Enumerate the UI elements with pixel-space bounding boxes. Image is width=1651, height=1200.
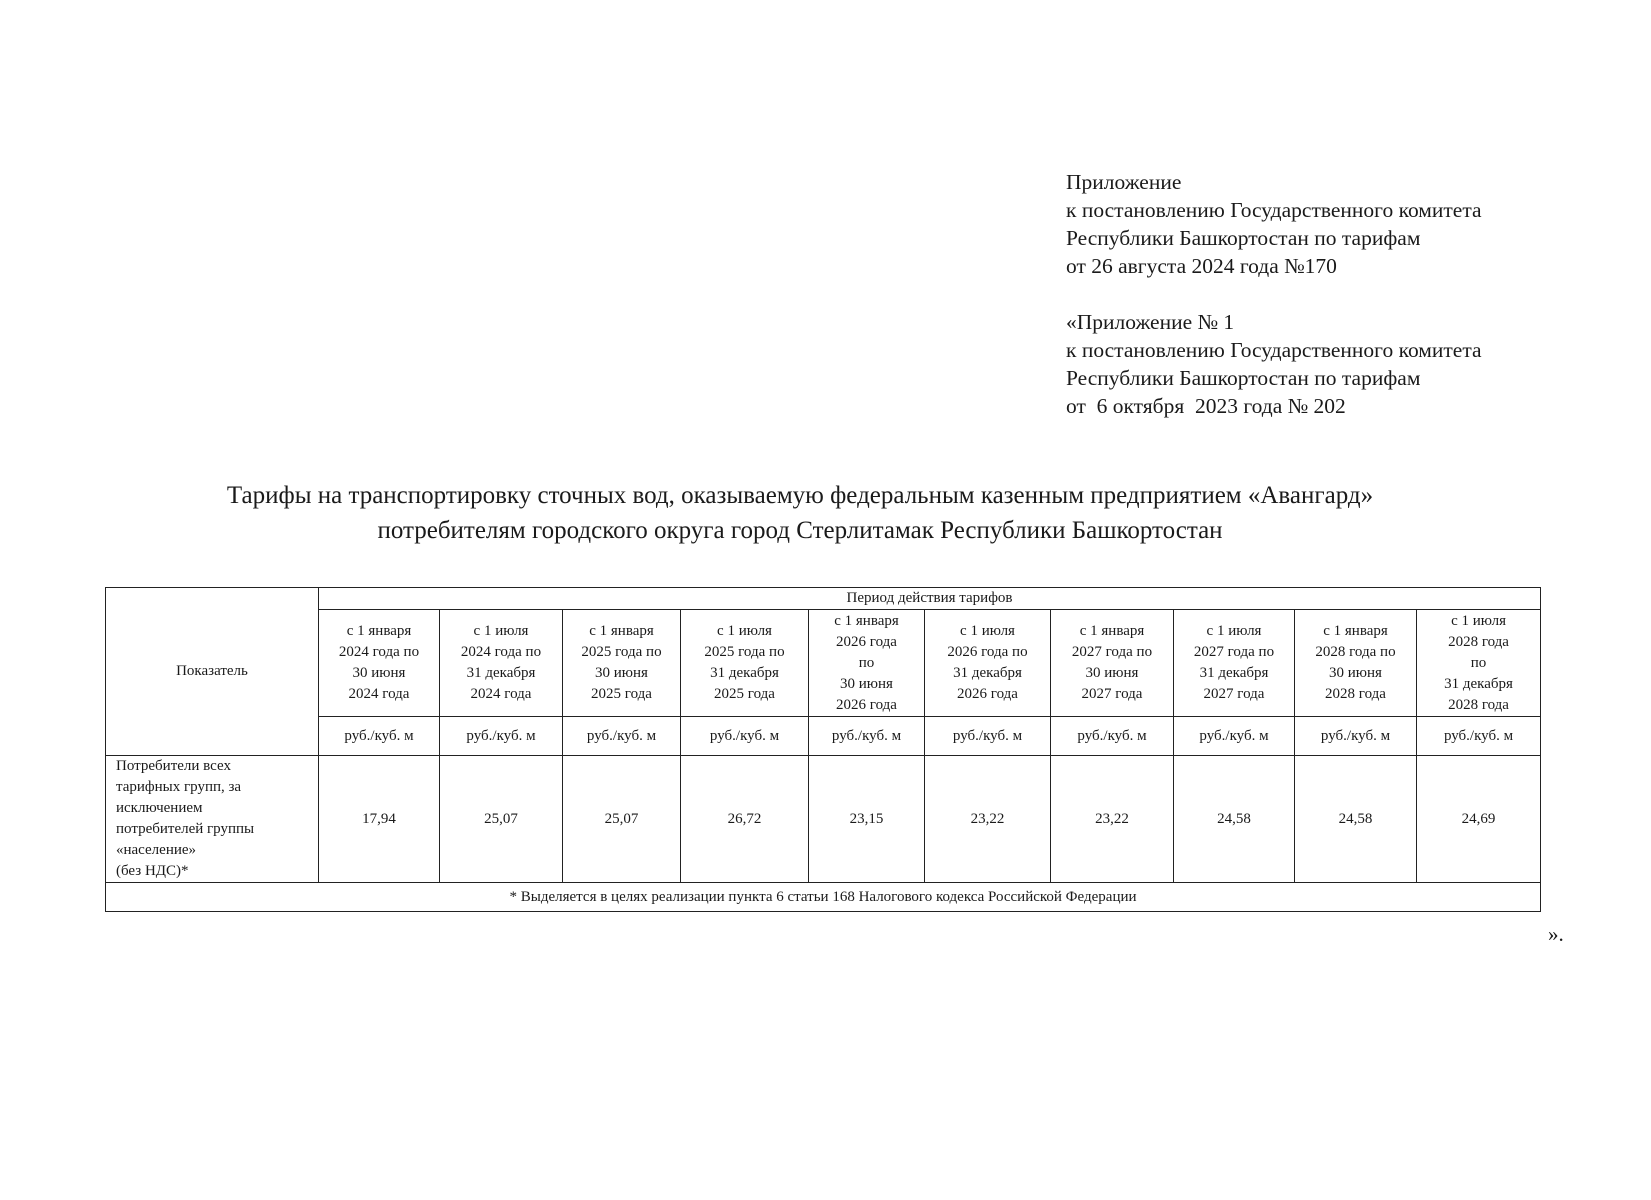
period-line: 2025 года по [581, 644, 662, 660]
tariff-value: 23,22 [1051, 756, 1174, 883]
appendix-line: Приложение [1066, 170, 1182, 194]
period-line: 31 декабря [1444, 675, 1513, 692]
period-line: 2027 года по [1193, 644, 1275, 660]
unit-cell: руб./куб. м [1174, 717, 1295, 756]
appendix-line: «Приложение № 1 [1066, 310, 1235, 334]
appendix-line: к постановлению Государственного комитета [1066, 338, 1482, 362]
indicator-line: Потребители всех [116, 758, 231, 774]
unit-cell: руб./куб. м [681, 717, 809, 756]
appendix-block [1066, 168, 1482, 420]
footnote-row [106, 883, 1541, 912]
period-line: с 1 января [346, 623, 412, 639]
tariff-value: 23,22 [925, 756, 1051, 883]
spacer [1066, 280, 1482, 308]
period-line: 30 июня [352, 665, 406, 681]
tariff-value: 26,72 [681, 756, 809, 883]
tariff-value: 24,58 [1295, 756, 1417, 883]
period-line: 31 декабря [466, 665, 536, 681]
unit-cell: руб./куб. м [925, 717, 1051, 756]
period-line: 30 июня [840, 675, 893, 692]
tariff-value: 25,07 [440, 756, 563, 883]
period-line: с 1 января [1323, 623, 1388, 639]
title-line: потребителям городского округа город Стерлитамак Республики Башкортостан [377, 517, 1223, 544]
tariff-value: 25,07 [563, 756, 681, 883]
period-row [106, 610, 1541, 717]
closing-quote: ». [1548, 922, 1564, 946]
period-line: с 1 июля [473, 623, 529, 639]
footnote: * Выделяется в целях реализации пункта 6 статьи 168 Налогового кодекса Российской Федерации [106, 883, 1541, 912]
period-line: 2024 года [348, 686, 410, 702]
period-line: 2026 года по [947, 644, 1028, 660]
period-line: по [1470, 654, 1487, 671]
period-cell [1295, 610, 1417, 717]
indicator-line: потребителей группы [116, 821, 255, 837]
period-cell [440, 610, 563, 717]
period-line: по [858, 654, 875, 671]
table-row [106, 756, 1541, 883]
period-cell [319, 610, 440, 717]
tariff-value: 23,15 [809, 756, 925, 883]
period-line: 31 декабря [953, 665, 1022, 681]
period-line: 2024 года [470, 686, 532, 702]
period-line: 2028 года по [1315, 644, 1396, 660]
period-line: с 1 января [834, 612, 899, 629]
table-header-row [106, 588, 1541, 610]
period-line: 30 июня [1329, 665, 1382, 681]
period-cell [809, 610, 925, 717]
unit-cell: руб./куб. м [563, 717, 681, 756]
period-line: 31 декабря [710, 665, 779, 681]
period-line: 2027 года [1203, 686, 1265, 702]
indicator-line: (без НДС)* [116, 863, 189, 879]
appendix-line: от 26 августа 2024 года №170 [1066, 254, 1337, 278]
title-line: Тарифы на транспортировку сточных вод, оказываемую федеральным казенным предприятием «Авангард» [226, 482, 1374, 509]
period-line: 2025 года [714, 686, 775, 702]
unit-cell: руб./куб. м [1295, 717, 1417, 756]
period-line: 2028 года [1448, 696, 1509, 713]
period-cell [563, 610, 681, 717]
period-line: 2027 года по [1071, 644, 1153, 660]
indicator-header: Показатель [106, 588, 319, 756]
period-cell [1417, 610, 1541, 717]
indicator-line: исключением [116, 800, 203, 816]
period-cell [1174, 610, 1295, 717]
unit-cell: руб./куб. м [809, 717, 925, 756]
period-line: 30 июня [595, 665, 648, 681]
indicator-line: тарифных групп, за [116, 779, 242, 795]
appendix-line: от 6 октября 2023 года № 202 [1066, 394, 1346, 418]
period-line: 2024 года по [338, 644, 420, 660]
period-line: 31 декабря [1199, 665, 1269, 681]
unit-cell: руб./куб. м [440, 717, 563, 756]
period-line: 2024 года по [460, 644, 542, 660]
indicator-cell [106, 756, 319, 883]
period-cell [1051, 610, 1174, 717]
unit-cell: руб./куб. м [1417, 717, 1541, 756]
tariff-value: 17,94 [319, 756, 440, 883]
period-line: с 1 июля [1451, 612, 1506, 629]
unit-cell: руб./куб. м [1051, 717, 1174, 756]
period-cell [681, 610, 809, 717]
period-line: 2028 года [1448, 633, 1509, 650]
period-line: с 1 июля [1206, 623, 1262, 639]
appendix-line: к постановлению Государственного комитета [1066, 198, 1482, 222]
period-line: 2026 года [836, 633, 897, 650]
period-line: 2025 года [591, 686, 652, 702]
appendix-line: Республики Башкортостан по тарифам [1066, 366, 1421, 390]
tariffs-table [105, 587, 1541, 912]
period-line: 2025 года по [704, 644, 785, 660]
document-title [100, 478, 1500, 548]
appendix-line: Республики Башкортостан по тарифам [1066, 226, 1421, 250]
unit-cell: руб./куб. м [319, 717, 440, 756]
period-line: с 1 января [1079, 623, 1145, 639]
period-line: 2026 года [836, 696, 897, 713]
unit-row [106, 717, 1541, 756]
period-line: 2026 года [957, 686, 1018, 702]
indicator-line: «население» [116, 842, 197, 858]
period-line: 2028 года [1325, 686, 1386, 702]
tariff-value: 24,69 [1417, 756, 1541, 883]
period-cell [925, 610, 1051, 717]
period-line: 2027 года [1081, 686, 1143, 702]
period-line: 30 июня [1085, 665, 1139, 681]
period-line: с 1 июля [960, 623, 1015, 639]
period-line: с 1 января [589, 623, 654, 639]
period-line: с 1 июля [717, 623, 772, 639]
tariff-value: 24,58 [1174, 756, 1295, 883]
period-header: Период действия тарифов [319, 588, 1541, 610]
